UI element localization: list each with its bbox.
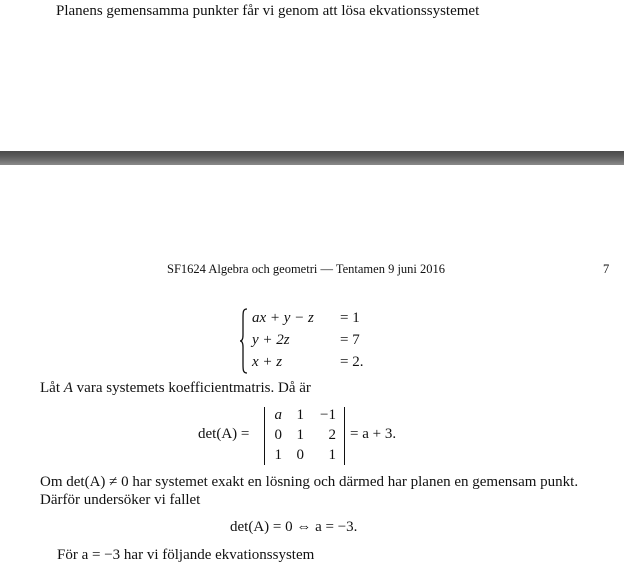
equation-lhs: y + 2z <box>252 332 290 348</box>
matrix-cell: a <box>274 407 282 423</box>
matrix-cell: 0 <box>274 427 282 443</box>
matrix-cell: 2 <box>328 427 336 443</box>
equation-lhs: x + z <box>252 354 283 370</box>
matrix-cell: 0 <box>296 447 304 463</box>
matrix-cell: 1 <box>296 427 304 443</box>
matrix-cell: 1 <box>328 447 336 463</box>
body-text-line: Planens gemensamma punkter får vi genom att lösa ekvationssystemet <box>56 3 480 19</box>
page-number: 7 <box>603 262 610 276</box>
equation-rhs: = 2. <box>340 354 364 370</box>
determinant-lhs: det(A) = <box>198 426 250 442</box>
matrix-left-bar <box>264 407 265 465</box>
equation-rhs: = 7 <box>340 332 360 348</box>
matrix-cell: 1 <box>274 447 282 463</box>
equation-lhs: ax + y − z <box>252 310 314 326</box>
paragraph: Låt A vara systemets koefficientmatris. Då är <box>40 380 311 396</box>
matrix-cell: −1 <box>320 407 336 423</box>
paragraph-line: För a = −3 har vi följande ekvationssystem <box>57 547 315 563</box>
case-equation: det(A) = 0 ⇔ a = −3. <box>230 519 358 535</box>
page-separator <box>0 151 624 165</box>
matrix-cell: 1 <box>296 407 304 423</box>
paragraph-line: Därför undersöker vi fallet <box>40 492 201 508</box>
running-header: SF1624 Algebra och geometri — Tentamen 9 juni 2016 <box>167 262 446 276</box>
equation-rhs: = 1 <box>340 310 360 326</box>
determinant-rhs: = a + 3. <box>350 426 397 442</box>
left-brace <box>240 308 248 374</box>
paragraph-line: Om det(A) ≠ 0 har systemet exakt en lösning och därmed har planen en gemensam punkt. <box>40 474 579 490</box>
matrix-right-bar <box>344 407 345 465</box>
